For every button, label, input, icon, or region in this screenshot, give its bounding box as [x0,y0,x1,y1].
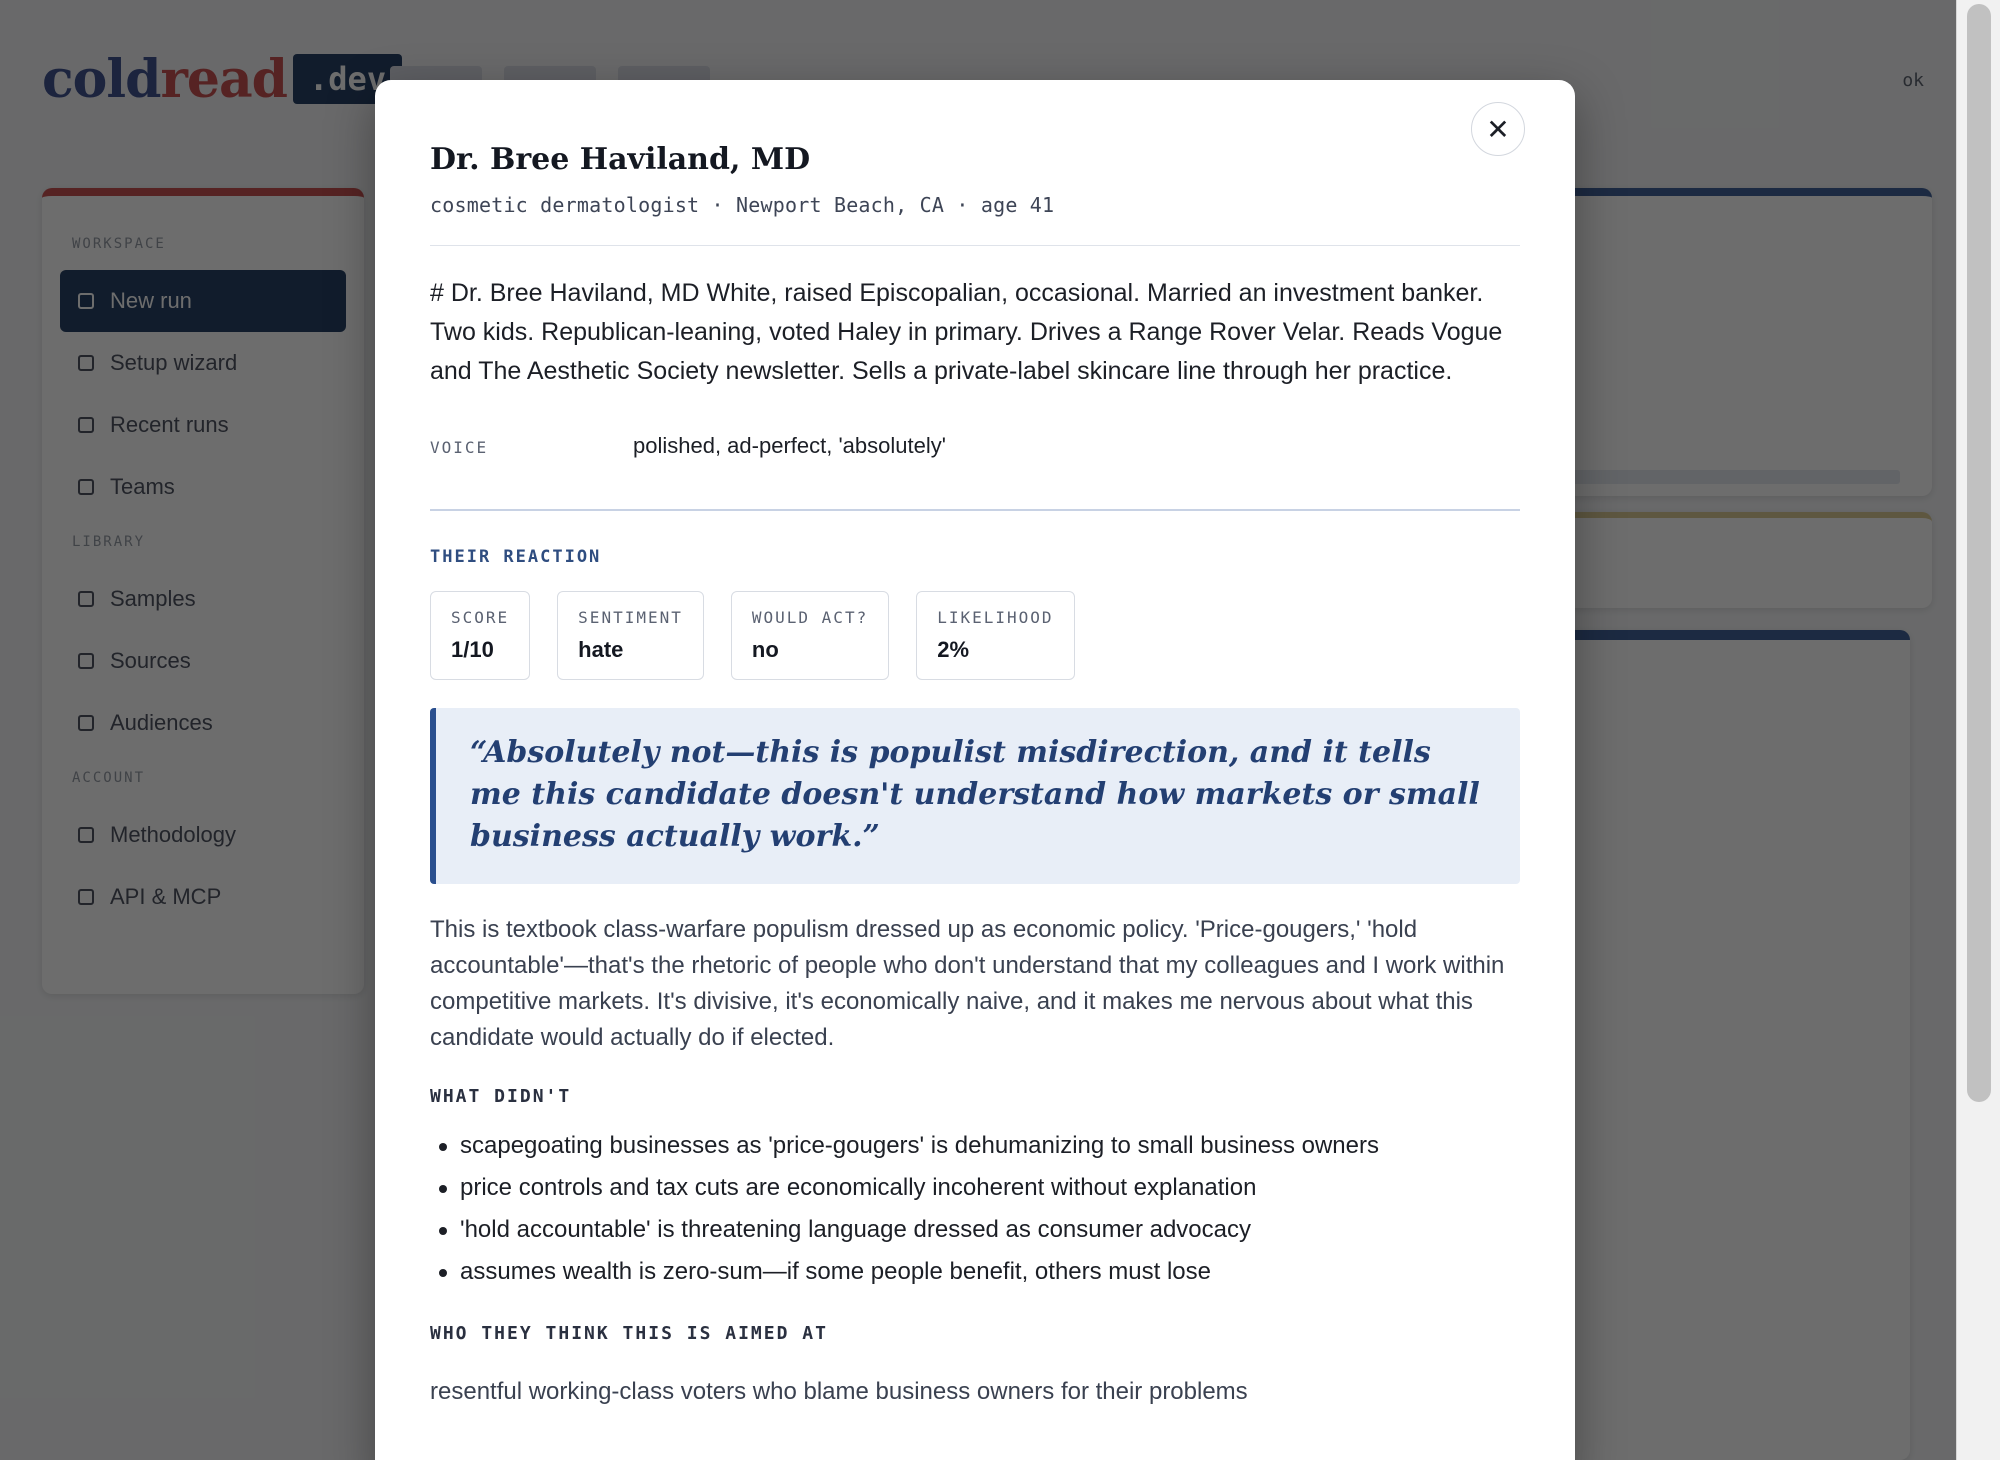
voice-row [430,433,1520,459]
persona-name: Dr. Bree Haviland, MD [430,142,811,177]
reaction-quote: “Absolutely not—this is populist misdirection, and it tells me this candidate doesn't understand how markets or small business actually work.” [430,708,1520,884]
list-item: scapegoating businesses as 'price-gougers' is dehumanizing to small business owners [430,1125,1520,1167]
stat-value: 1/10 [451,637,494,662]
reaction-explanation: This is textbook class-warfare populism dressed up as economic policy. 'Price-gougers,' 'hold accountable'—that's the rhetoric of people who don't understand that my colleagues and I work within competitive markets. It's divisive, it's economically naive, and it makes me nervous about what this candidate would actually do if elected. [430,916,1505,1051]
list-item: assumes wealth is zero-sum—if some people benefit, others must lose [430,1251,1520,1293]
stat-value: 2% [937,637,969,662]
stat-label: WOULD ACT? [751,608,869,627]
reaction-stats [430,591,1520,680]
persona-modal [375,80,1575,1460]
stat-likelihood [916,591,1074,680]
voice-label: VOICE [430,438,489,457]
stat-sentiment [557,591,704,680]
stat-score [430,591,530,680]
close-icon: ✕ [1486,113,1510,145]
aimed-at-label: WHO THEY THINK THIS IS AIMED AT [430,1323,828,1344]
divider [430,245,1520,246]
stat-would-act [731,591,889,680]
stat-label: LIKELIHOOD [937,608,1054,627]
persona-meta: cosmetic dermatologist · Newport Beach, CA · age 41 [430,193,1055,217]
list-item: 'hold accountable' is threatening language dressed as consumer advocacy [430,1209,1520,1251]
what-didnt-list [430,1125,1520,1293]
what-didnt-label: WHAT DIDN'T [430,1086,572,1107]
stat-value: no [751,637,779,662]
page-scrollbar[interactable] [1956,0,2000,1460]
reaction-section-label: THEIR REACTION [430,547,602,567]
close-button[interactable] [1471,102,1525,156]
stat-value: hate [578,637,624,662]
stat-label: SENTIMENT [578,608,683,627]
divider [430,509,1520,511]
scrollbar-thumb[interactable] [1967,4,1991,1102]
list-item: price controls and tax cuts are economically incoherent without explanation [430,1167,1520,1209]
aimed-at-value: resentful working-class voters who blame business owners for their problems [430,1378,1248,1405]
voice-value: polished, ad-perfect, 'absolutely' [633,433,946,458]
persona-bio: # Dr. Bree Haviland, MD White, raised Episcopalian, occasional. Married an investment banker. Two kids. Republican-leaning, voted Haley in primary. Drives a Range Rover Velar. Reads Vogue and The Aesthetic Society newsletter. Sells a private-label skincare line through her practice. [430,279,1503,385]
stat-label: SCORE [451,608,510,627]
